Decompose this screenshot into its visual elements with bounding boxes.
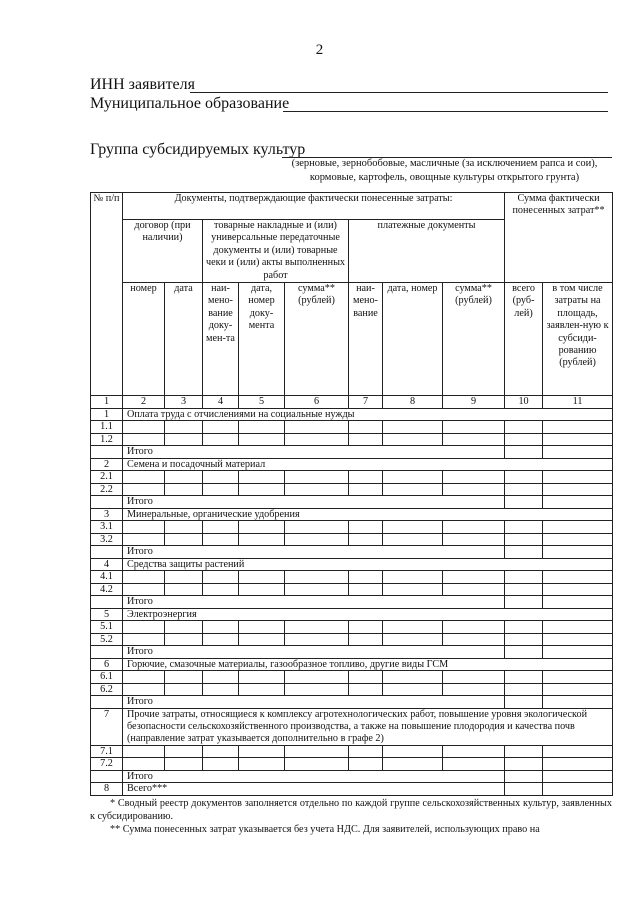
input-cell[interactable] <box>239 758 285 771</box>
input-cell[interactable] <box>123 583 165 596</box>
input-cell[interactable] <box>383 421 443 434</box>
section-number: 1 <box>91 408 123 421</box>
section-number: 5 <box>91 608 123 621</box>
input-cell[interactable] <box>123 683 165 696</box>
input-cell[interactable] <box>543 758 613 771</box>
input-cell[interactable] <box>443 483 505 496</box>
header-total: всего (руб-лей) <box>505 283 543 396</box>
group-label: Группа субсидируемых культур <box>90 141 306 158</box>
subtotal-row <box>91 546 613 559</box>
row-number: 3.2 <box>91 533 123 546</box>
subtotal-row <box>91 770 613 783</box>
header-date: дата <box>165 283 203 396</box>
input-cell[interactable] <box>203 633 239 646</box>
col-number-cell: 8 <box>383 396 443 409</box>
input-cell[interactable] <box>505 633 543 646</box>
data-row <box>91 621 613 634</box>
subtotal-label: Итого <box>123 446 505 459</box>
input-cell[interactable] <box>543 433 613 446</box>
input-cell[interactable] <box>123 433 165 446</box>
input-cell[interactable] <box>349 471 383 484</box>
row-number: 5.1 <box>91 621 123 634</box>
input-cell[interactable] <box>543 583 613 596</box>
input-cell[interactable] <box>239 433 285 446</box>
input-cell[interactable] <box>203 483 239 496</box>
subtotal-number <box>91 596 123 609</box>
input-cell[interactable] <box>383 571 443 584</box>
section-row <box>91 408 613 421</box>
grand-total-number: 8 <box>91 783 123 796</box>
input-cell[interactable] <box>123 758 165 771</box>
input-cell[interactable] <box>505 521 543 534</box>
col-number-cell: 5 <box>239 396 285 409</box>
input-cell[interactable] <box>165 671 203 684</box>
input-cell[interactable] <box>165 471 203 484</box>
input-cell[interactable] <box>543 521 613 534</box>
input-cell[interactable] <box>239 583 285 596</box>
input-cell[interactable] <box>443 571 505 584</box>
input-cell[interactable] <box>123 571 165 584</box>
input-cell[interactable] <box>203 533 239 546</box>
data-row <box>91 521 613 534</box>
input-cell[interactable] <box>505 433 543 446</box>
input-cell[interactable] <box>443 671 505 684</box>
input-cell[interactable] <box>443 421 505 434</box>
row-number: 3.1 <box>91 521 123 534</box>
subtotal-label: Итого <box>123 596 505 609</box>
input-cell[interactable] <box>165 758 203 771</box>
header-number: номер <box>123 283 165 396</box>
input-cell[interactable] <box>239 633 285 646</box>
input-cell[interactable] <box>543 683 613 696</box>
input-cell[interactable] <box>239 745 285 758</box>
section-title: Прочие затраты, относящиеся к комплексу агротехнологических работ, повышение уровня экологической безопасности сельскохозяйственного производства, а также на повышение плодородия и качества почв (направление затрат указывается дополнительно в графе 2) <box>123 708 613 745</box>
inn-field[interactable] <box>190 92 608 93</box>
section-number: 6 <box>91 658 123 671</box>
header-docname: наи-мено-вание доку-мен-та <box>203 283 239 396</box>
section-row <box>91 558 613 571</box>
header-invoices: товарные накладные и (или) универсальные передаточные документы и (или) товарные чеки и (или) акты выполненных работ <box>203 220 349 283</box>
input-cell[interactable] <box>239 483 285 496</box>
input-cell[interactable] <box>285 521 349 534</box>
input-cell[interactable] <box>285 633 349 646</box>
data-row <box>91 483 613 496</box>
input-cell[interactable] <box>443 521 505 534</box>
section-number: 4 <box>91 558 123 571</box>
subtotal-row <box>91 446 613 459</box>
input-cell[interactable] <box>165 421 203 434</box>
data-row <box>91 671 613 684</box>
input-cell[interactable] <box>123 671 165 684</box>
input-cell[interactable] <box>349 745 383 758</box>
input-cell[interactable] <box>285 671 349 684</box>
subtotal-label: Итого <box>123 696 505 709</box>
input-cell[interactable] <box>203 421 239 434</box>
input-cell[interactable] <box>543 671 613 684</box>
col-number-cell: 3 <box>165 396 203 409</box>
input-cell[interactable] <box>123 533 165 546</box>
col-number-cell: 2 <box>123 396 165 409</box>
section-title: Семена и посадочный материал <box>123 458 613 471</box>
header-docs: Документы, подтверждающие фактически понесенные затраты: <box>123 193 505 220</box>
subtotal-label: Итого <box>123 646 505 659</box>
input-cell[interactable] <box>239 683 285 696</box>
input-cell[interactable] <box>165 621 203 634</box>
input-cell[interactable] <box>239 621 285 634</box>
input-cell[interactable] <box>443 633 505 646</box>
input-cell[interactable] <box>123 745 165 758</box>
input-cell[interactable] <box>239 533 285 546</box>
row-number: 1.2 <box>91 433 123 446</box>
input-cell[interactable] <box>165 571 203 584</box>
input-cell[interactable] <box>165 483 203 496</box>
input-cell[interactable] <box>203 758 239 771</box>
header-sum-rub-2: сумма** (рублей) <box>443 283 505 396</box>
subtotal-label: Итого <box>123 546 505 559</box>
row-number: 6.1 <box>91 671 123 684</box>
row-number: 6.2 <box>91 683 123 696</box>
input-cell[interactable] <box>203 521 239 534</box>
input-cell[interactable] <box>123 471 165 484</box>
inn-label: ИНН заявителя <box>90 76 195 93</box>
input-cell[interactable] <box>543 633 613 646</box>
municipality-field[interactable] <box>283 111 608 112</box>
input-cell[interactable] <box>443 621 505 634</box>
section-title: Электроэнергия <box>123 608 613 621</box>
row-number: 1.1 <box>91 421 123 434</box>
input-cell[interactable] <box>443 683 505 696</box>
input-cell[interactable] <box>203 683 239 696</box>
input-cell[interactable] <box>165 533 203 546</box>
input-cell[interactable] <box>123 521 165 534</box>
input-cell[interactable] <box>285 758 349 771</box>
input-cell[interactable] <box>543 421 613 434</box>
input-cell[interactable] <box>203 745 239 758</box>
subtotal-total-cell[interactable] <box>505 496 543 509</box>
input-cell[interactable] <box>383 471 443 484</box>
subtotal-label: Итого <box>123 496 505 509</box>
input-cell[interactable] <box>123 621 165 634</box>
subtotal-row <box>91 696 613 709</box>
subtotal-row <box>91 596 613 609</box>
input-cell[interactable] <box>285 433 349 446</box>
registry-table <box>90 192 613 796</box>
input-cell[interactable] <box>239 471 285 484</box>
input-cell[interactable] <box>203 671 239 684</box>
input-cell[interactable] <box>443 745 505 758</box>
input-cell[interactable] <box>349 583 383 596</box>
header-date-number: дата, номер доку-мента <box>239 283 285 396</box>
subtotal-total-cell[interactable] <box>505 546 543 559</box>
input-cell[interactable] <box>239 421 285 434</box>
grand-total-row <box>91 783 613 796</box>
footnote-2: ** Сумма понесенных затрат указывается без учета НДС. Для заявителей, использующих право на <box>110 824 540 835</box>
input-cell[interactable] <box>349 521 383 534</box>
subtotal-included-cell[interactable] <box>543 696 613 709</box>
header-sum: Сумма фактически понесенных затрат** <box>505 193 613 283</box>
col-number-cell: 7 <box>349 396 383 409</box>
grand-total-cell[interactable] <box>505 783 543 796</box>
subtotal-total-cell[interactable] <box>505 646 543 659</box>
subtotal-included-cell[interactable] <box>543 496 613 509</box>
input-cell[interactable] <box>505 571 543 584</box>
input-cell[interactable] <box>505 483 543 496</box>
row-number: 5.2 <box>91 633 123 646</box>
input-cell[interactable] <box>543 571 613 584</box>
input-cell[interactable] <box>443 471 505 484</box>
input-cell[interactable] <box>505 758 543 771</box>
section-row <box>91 708 613 745</box>
input-cell[interactable] <box>443 433 505 446</box>
input-cell[interactable] <box>349 683 383 696</box>
col-number-cell: 10 <box>505 396 543 409</box>
data-row <box>91 421 613 434</box>
section-number: 3 <box>91 508 123 521</box>
data-row <box>91 433 613 446</box>
input-cell[interactable] <box>165 433 203 446</box>
input-cell[interactable] <box>165 521 203 534</box>
input-cell[interactable] <box>383 583 443 596</box>
input-cell[interactable] <box>383 758 443 771</box>
input-cell[interactable] <box>349 571 383 584</box>
subtotal-total-cell[interactable] <box>505 770 543 783</box>
section-row <box>91 658 613 671</box>
input-cell[interactable] <box>285 533 349 546</box>
subtotal-total-cell[interactable] <box>505 696 543 709</box>
section-row <box>91 508 613 521</box>
subtotal-number <box>91 646 123 659</box>
input-cell[interactable] <box>383 633 443 646</box>
col-number-cell: 6 <box>285 396 349 409</box>
row-number: 2.2 <box>91 483 123 496</box>
input-cell[interactable] <box>285 571 349 584</box>
input-cell[interactable] <box>543 621 613 634</box>
header-name-short: наи-мено-вание <box>349 283 383 396</box>
input-cell[interactable] <box>543 483 613 496</box>
input-cell[interactable] <box>349 483 383 496</box>
data-row <box>91 571 613 584</box>
input-cell[interactable] <box>383 533 443 546</box>
col-number-cell: 9 <box>443 396 505 409</box>
subtotal-included-cell[interactable] <box>543 446 613 459</box>
input-cell[interactable] <box>165 745 203 758</box>
input-cell[interactable] <box>239 671 285 684</box>
input-cell[interactable] <box>349 533 383 546</box>
input-cell[interactable] <box>239 521 285 534</box>
subtotal-number <box>91 770 123 783</box>
input-cell[interactable] <box>543 471 613 484</box>
input-cell[interactable] <box>349 633 383 646</box>
row-number: 7.2 <box>91 758 123 771</box>
section-number: 2 <box>91 458 123 471</box>
input-cell[interactable] <box>383 621 443 634</box>
section-title: Средства защиты растений <box>123 558 613 571</box>
input-cell[interactable] <box>285 483 349 496</box>
input-cell[interactable] <box>505 471 543 484</box>
input-cell[interactable] <box>505 421 543 434</box>
header-date-number-2: дата, номер <box>383 283 443 396</box>
input-cell[interactable] <box>285 745 349 758</box>
input-cell[interactable] <box>349 433 383 446</box>
input-cell[interactable] <box>505 671 543 684</box>
input-cell[interactable] <box>123 633 165 646</box>
input-cell[interactable] <box>505 621 543 634</box>
input-cell[interactable] <box>383 483 443 496</box>
data-row <box>91 583 613 596</box>
grand-total-label: Всего*** <box>123 783 505 796</box>
input-cell[interactable] <box>285 683 349 696</box>
subtotal-included-cell[interactable] <box>543 646 613 659</box>
input-cell[interactable] <box>383 433 443 446</box>
data-row <box>91 758 613 771</box>
input-cell[interactable] <box>443 758 505 771</box>
input-cell[interactable] <box>165 583 203 596</box>
input-cell[interactable] <box>505 583 543 596</box>
input-cell[interactable] <box>123 421 165 434</box>
input-cell[interactable] <box>203 471 239 484</box>
col-number-cell: 4 <box>203 396 239 409</box>
input-cell[interactable] <box>285 471 349 484</box>
header-included: в том числе затраты на площадь, заявлен-ную к субсиди-рованию (рублей) <box>543 283 613 396</box>
input-cell[interactable] <box>285 421 349 434</box>
subtotal-included-cell[interactable] <box>543 596 613 609</box>
input-cell[interactable] <box>285 583 349 596</box>
input-cell[interactable] <box>349 421 383 434</box>
input-cell[interactable] <box>165 633 203 646</box>
data-row <box>91 683 613 696</box>
subtotal-row <box>91 496 613 509</box>
footnote-1: * Сводный реестр документов заполняется отдельно по каждой группе сельскохозяйственных культур, заявленных к субсидированию. <box>90 798 612 822</box>
section-title: Горючие, смазочные материалы, газообразное топливо, другие виды ГСМ <box>123 658 613 671</box>
input-cell[interactable] <box>203 433 239 446</box>
column-number-row <box>91 396 613 409</box>
subtotal-number <box>91 546 123 559</box>
section-title: Минеральные, органические удобрения <box>123 508 613 521</box>
row-number: 4.2 <box>91 583 123 596</box>
subtotal-total-cell[interactable] <box>505 446 543 459</box>
input-cell[interactable] <box>203 621 239 634</box>
input-cell[interactable] <box>443 583 505 596</box>
input-cell[interactable] <box>349 671 383 684</box>
data-row <box>91 533 613 546</box>
row-number: 4.1 <box>91 571 123 584</box>
subtotal-label: Итого <box>123 770 505 783</box>
data-row <box>91 471 613 484</box>
input-cell[interactable] <box>443 533 505 546</box>
data-row <box>91 745 613 758</box>
header-sum-rub: сумма** (рублей) <box>285 283 349 396</box>
subtotal-number <box>91 496 123 509</box>
input-cell[interactable] <box>543 745 613 758</box>
input-cell[interactable] <box>383 745 443 758</box>
input-cell[interactable] <box>203 571 239 584</box>
input-cell[interactable] <box>349 621 383 634</box>
subtotal-row <box>91 646 613 659</box>
section-title: Оплата труда с отчислениями на социальные нужды <box>123 408 613 421</box>
row-number: 7.1 <box>91 745 123 758</box>
page-number: 2 <box>315 42 324 58</box>
data-row <box>91 633 613 646</box>
col-number-cell: 1 <box>91 396 123 409</box>
section-row <box>91 458 613 471</box>
input-cell[interactable] <box>505 745 543 758</box>
subtotal-total-cell[interactable] <box>505 596 543 609</box>
subtotal-included-cell[interactable] <box>543 770 613 783</box>
group-note: (зерновые, зернобобовые, масличные (за исключением рапса и сои), кормовые, картофель, овощные культуры открытого грунта) <box>291 158 598 183</box>
input-cell[interactable] <box>285 621 349 634</box>
input-cell[interactable] <box>203 583 239 596</box>
input-cell[interactable] <box>239 571 285 584</box>
input-cell[interactable] <box>505 533 543 546</box>
section-number: 7 <box>91 708 123 745</box>
header-payments: платежные документы <box>349 220 505 283</box>
section-row <box>91 608 613 621</box>
subtotal-number <box>91 446 123 459</box>
col-number-cell: 11 <box>543 396 613 409</box>
input-cell[interactable] <box>123 483 165 496</box>
header-contract: договор (при наличии) <box>123 220 203 283</box>
input-cell[interactable] <box>383 521 443 534</box>
subtotal-included-cell[interactable] <box>543 546 613 559</box>
grand-total-included-cell[interactable] <box>543 783 613 796</box>
input-cell[interactable] <box>349 758 383 771</box>
header-num: № п/п <box>91 193 123 396</box>
input-cell[interactable] <box>165 683 203 696</box>
input-cell[interactable] <box>543 533 613 546</box>
subtotal-number <box>91 696 123 709</box>
municipality-label: Муниципальное образование <box>90 95 290 112</box>
input-cell[interactable] <box>505 683 543 696</box>
row-number: 2.1 <box>91 471 123 484</box>
input-cell[interactable] <box>383 683 443 696</box>
input-cell[interactable] <box>383 671 443 684</box>
